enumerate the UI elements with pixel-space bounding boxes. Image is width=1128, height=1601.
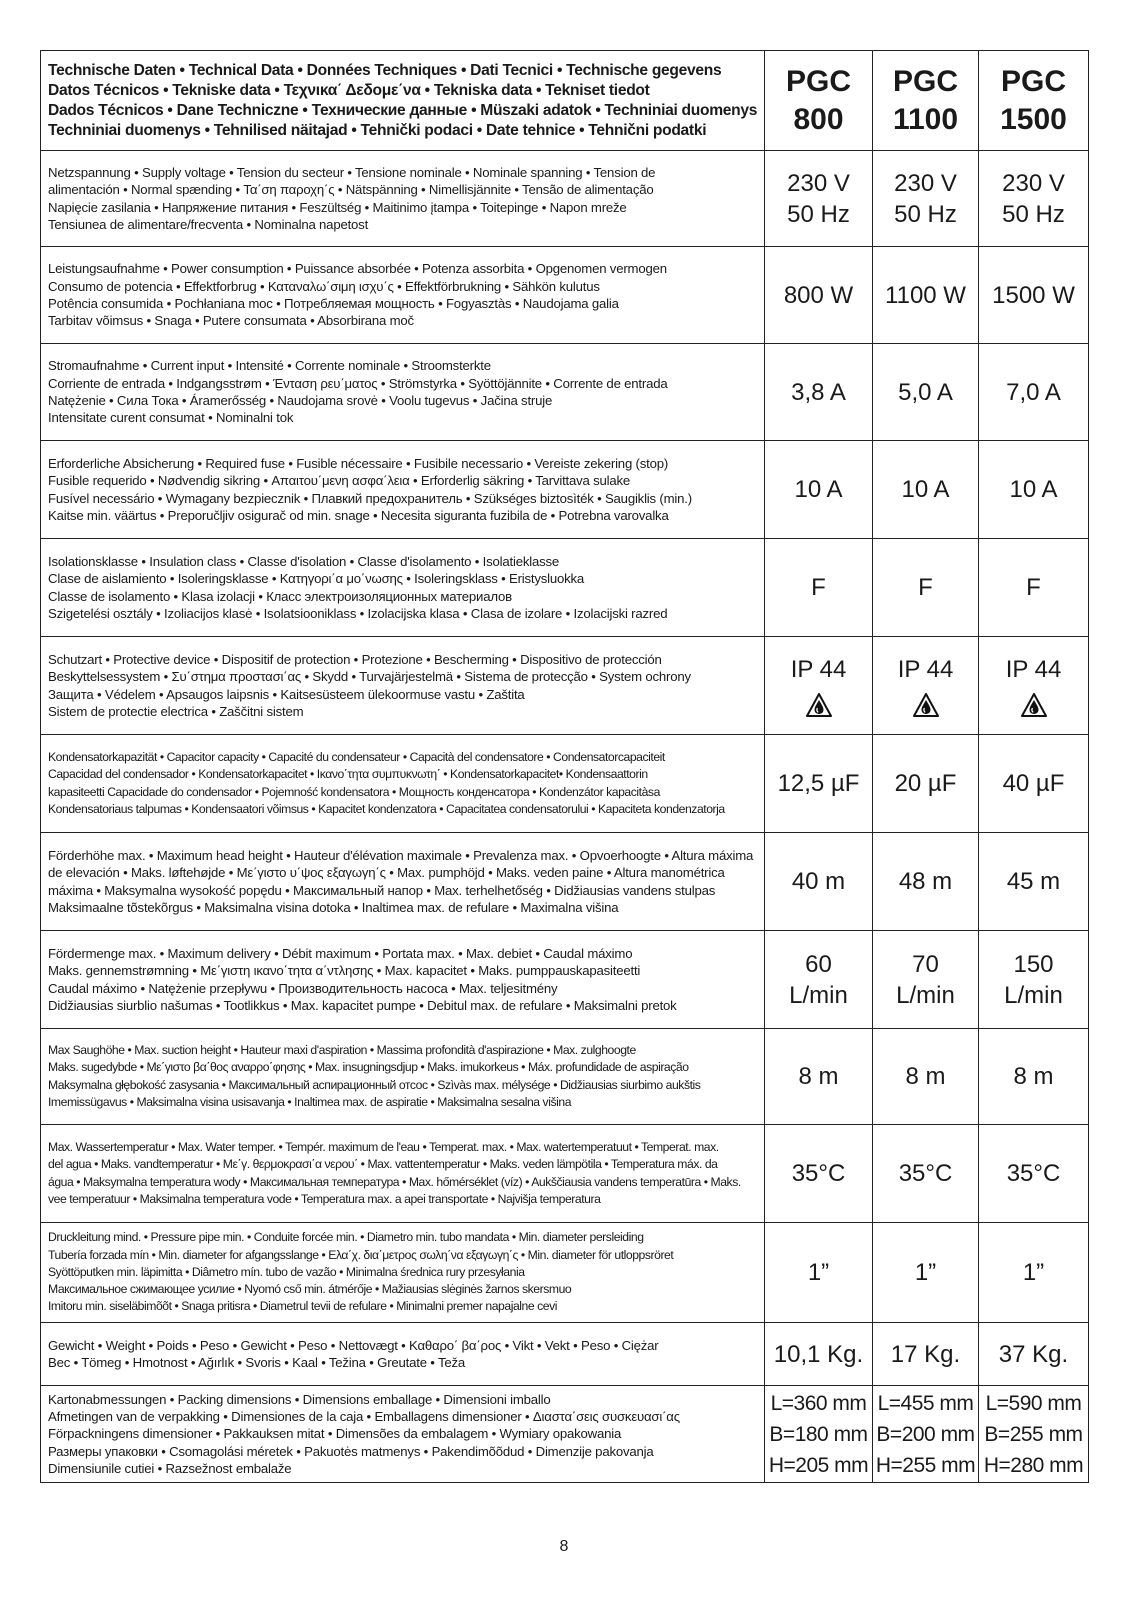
spec-value-line: L/min [789, 981, 848, 1009]
spec-value-max-water-temperature-pgc-1500 [979, 1125, 1089, 1223]
spec-label-line: Максимальное сжимающее усилие • Nyomó cső min. átmérője • Mažiausias slėginės žarnos skersmuo [48, 1282, 572, 1297]
spec-value-current-input-pgc-800 [765, 344, 873, 441]
spec-label-line: máxima • Maksymalna wysokość popędu • Максимальный напор • Max. terhelhetőség • Didžiausias vandens stulpas [48, 882, 716, 898]
spec-label-capacitor-capacity [41, 735, 765, 833]
spec-value-current-input-pgc-1500 [979, 344, 1089, 441]
spec-value-line: H=255 mm [875, 1453, 976, 1477]
technical-data-table [40, 50, 1089, 1483]
spec-label-power-consumption [41, 247, 765, 344]
spec-label-line: Consumo de potencia • Effektforbrug • Καταναλω΄σιμη ισχυ΄ς • Effektförbrukning • Sähkön kulutus [48, 278, 600, 294]
spec-value-line: 230 V [894, 169, 957, 197]
spec-value-line: H=280 mm [983, 1453, 1084, 1477]
spec-label-line: Imemissügavus • Maksimalna visina usisavanja • Inaltimea max. de aspiratie • Maksimalna sesalna višina [48, 1094, 572, 1109]
spec-label-line: Classe de isolamento • Klasa izolacji • Класс электроизоляционных материалов [48, 588, 512, 604]
spec-label-line: Kartonabmessungen • Packing dimensions • Dimensions emballage • Dimensioni imballo [48, 1391, 551, 1407]
spec-value-protective-device-pgc-1100 [873, 637, 979, 735]
spec-row-current-input [41, 344, 1089, 441]
spec-value-line: 50 Hz [1002, 200, 1065, 228]
spec-value-weight-pgc-800 [765, 1323, 873, 1386]
spec-value-line: 10 A [794, 476, 843, 503]
page-number: 8 [559, 1538, 569, 1555]
spec-value-packing-dimensions-pgc-1100 [873, 1386, 979, 1483]
spec-row-max-suction-height [41, 1029, 1089, 1125]
spec-value-line: 5,0 A [898, 378, 953, 406]
spec-label-line: Tarbitav võimsus • Snaga • Putere consumata • Absorbirana moč [48, 313, 414, 329]
spec-value-line: 35°C [791, 1160, 846, 1187]
spec-value-supply-voltage-pgc-1100 [873, 151, 979, 247]
model-heading-pgc-1100: PGC 1100 [873, 51, 979, 151]
spec-label-line: Tubería forzada mín • Min. diameter for afgangsslange • Ελα΄χ. δια΄μετρος σωλη΄να εξαγωγη΄ς • Min. diameter för utloppsröret [48, 1247, 674, 1262]
spec-label-line: Netzspannung • Supply voltage • Tension du secteur • Tensione nominale • Nominale spanning • Tension de [48, 164, 656, 180]
spec-label-line: Размеры упаковки • Csomagolási méretek • Pakuotės matmenys • Pakendimõõdud • Dimenzije pakovanja [48, 1443, 654, 1459]
spec-value-power-consumption-pgc-800 [765, 247, 873, 344]
spec-value-line: 20 µF [894, 770, 957, 797]
spec-value-line: 230 V [1002, 169, 1065, 197]
model-heading-pgc-1500: PGC 1500 [979, 51, 1089, 151]
spec-label-line: Förpackningens dimensioner • Pakkauksen mitat • Dimensões da embalagem • Wymiary opakowania [48, 1426, 622, 1442]
spec-value-line: 35°C [898, 1160, 953, 1187]
spec-label-protective-device [41, 637, 765, 735]
spec-value-line: F [1026, 574, 1041, 601]
spec-value-line: 3,8 A [791, 378, 846, 406]
spec-value-line: B=200 mm [876, 1422, 975, 1446]
drip-warning-icon [913, 693, 939, 717]
spec-label-insulation-class [41, 539, 765, 637]
spec-value-line: L=360 mm [770, 1391, 867, 1415]
spec-value-line: 230 V [787, 169, 850, 197]
spec-label-line: Intensitate curent consumat • Nominalni tok [48, 410, 294, 426]
spec-value-line: IP 44 [897, 656, 954, 683]
spec-label-line: Erforderliche Absicherung • Required fuse • Fusible nécessaire • Fusibile necessario • Vereiste zekering (stop) [48, 455, 669, 471]
spec-label-line: kapasiteetti Capacidade do condensador • Pojemność kondensatora • Мощность конденсатора • Kondenzátor kapacitàsa [48, 784, 660, 799]
spec-label-line: vee temperatuur • Maksimalna temperatura vode • Temperatura max. a apei transportate • Najvišja temperatura [48, 1191, 601, 1206]
spec-value-protective-device-pgc-800 [765, 637, 873, 735]
spec-value-weight-pgc-1100 [873, 1323, 979, 1386]
spec-value-line: 150 [1013, 950, 1054, 978]
spec-row-pressure-pipe-min [41, 1223, 1089, 1323]
spec-row-max-head-height [41, 833, 1089, 931]
spec-value-line: IP 44 [790, 656, 847, 683]
spec-value-pressure-pipe-min-pgc-1500 [979, 1223, 1089, 1323]
spec-value-line: IP 44 [1005, 656, 1062, 683]
spec-value-line: 1” [807, 1259, 830, 1286]
spec-value-max-head-height-pgc-1500 [979, 833, 1089, 931]
spec-label-max-delivery [41, 931, 765, 1029]
spec-row-protective-device [41, 637, 1089, 735]
spec-row-max-water-temperature [41, 1125, 1089, 1223]
spec-label-line: Leistungsaufnahme • Power consumption • Puissance absorbée • Potenza assorbita • Opgenomen vermogen [48, 261, 667, 277]
spec-row-insulation-class [41, 539, 1089, 637]
spec-value-line: 35°C [1006, 1160, 1061, 1187]
spec-value-line: 40 m [791, 868, 846, 895]
spec-row-weight [41, 1323, 1089, 1386]
spec-value-line: 50 Hz [787, 200, 850, 228]
spec-value-insulation-class-pgc-1100 [873, 539, 979, 637]
spec-value-max-head-height-pgc-1100 [873, 833, 979, 931]
spec-label-line: Fusível necessário • Wymagany bezpiecznik • Плавкий предохранитель • Szükséges biztosìték • Saugiklis (min.) [48, 490, 692, 506]
spec-value-line: 7,0 A [1006, 378, 1061, 406]
spec-label-packing-dimensions [41, 1386, 765, 1483]
spec-value-required-fuse-pgc-1500 [979, 441, 1089, 539]
spec-row-supply-voltage [41, 151, 1089, 247]
spec-value-line: 48 m [898, 868, 953, 895]
spec-label-line: Dimensiunile cutiei • Razsežnost embalaže [48, 1460, 292, 1476]
spec-value-capacitor-capacity-pgc-1100 [873, 735, 979, 833]
spec-value-max-suction-height-pgc-800 [765, 1029, 873, 1125]
spec-label-supply-voltage [41, 151, 765, 247]
spec-value-max-head-height-pgc-800 [765, 833, 873, 931]
spec-value-pressure-pipe-min-pgc-1100 [873, 1223, 979, 1323]
spec-value-line: 1” [1022, 1259, 1045, 1286]
spec-label-line: Bec • Tömeg • Hmotnost • Ağırlık • Svoris • Kaal • Težina • Greutate • Teža [48, 1355, 466, 1370]
spec-row-capacitor-capacity [41, 735, 1089, 833]
drip-warning-icon [1021, 693, 1047, 717]
spec-label-current-input [41, 344, 765, 441]
spec-row-power-consumption [41, 247, 1089, 344]
spec-label-line: Imitoru min. siseläbimõõt • Snaga pritisra • Diametrul tevii de refulare • Minimalni premer napajalne cevi [48, 1299, 558, 1314]
spec-value-line: 1500 W [992, 281, 1075, 309]
spec-label-line: Stromaufnahme • Current input • Intensité • Corrente nominale • Stroomsterkte [48, 358, 491, 374]
spec-value-line: 10 A [1009, 476, 1058, 503]
spec-value-supply-voltage-pgc-800 [765, 151, 873, 247]
spec-label-line: Potência consumida • Pochłaniana moc • Потребляемая мощность • Fogyasztàs • Naudojama galia [48, 296, 619, 311]
spec-value-line: L=455 mm [877, 1391, 974, 1415]
spec-label-line: Isolationsklasse • Insulation class • Classe d'isolation • Classe d'isolamento • Isolatieklasse [48, 553, 560, 569]
spec-label-line: Corriente de entrada • Indgangsstrøm • Ένταση ρευ΄ματος • Strömstyrka • Syöttöjännite • Corrente de entrada [48, 375, 668, 391]
spec-value-weight-pgc-1500 [979, 1323, 1089, 1386]
spec-label-line: Fördermenge max. • Maximum delivery • Débit maximum • Portata max. • Max. debiet • Caudal máximo [48, 945, 633, 961]
spec-value-line: 37 Kg. [998, 1340, 1069, 1368]
spec-label-line: Max. Wassertemperatur • Max. Water temper. • Tempér. maximum de l'eau • Temperat. max. • Max. watertemperatuut • Temperat. max. [48, 1139, 719, 1154]
spec-label-line: Napięcie zasilania • Напряжение питания • Feszültség • Maitinimo įtampa • Toitepinge • Napon mreže [48, 199, 627, 215]
spec-value-line: B=180 mm [769, 1422, 868, 1446]
spec-label-line: Afmetingen van de verpakking • Dimensiones de la caja • Emballagens dimensioner • Διαστα΄σεις συσκευασι΄ας [48, 1409, 680, 1425]
spec-label-line: Gewicht • Weight • Poids • Peso • Gewicht • Peso • Nettovægt • Καθαρο΄ βα΄ρος • Vikt • Vekt • Peso • Ciężar [48, 1337, 659, 1353]
spec-label-line: Fusible requerido • Nødvendig sikring • Απαιτου΄μενη ασφα΄λεια • Erforderlig säkring • Tarvittava sulake [48, 473, 631, 489]
spec-value-max-delivery-pgc-1500 [979, 931, 1089, 1029]
spec-label-required-fuse [41, 441, 765, 539]
spec-value-line: 8 m [798, 1063, 839, 1090]
spec-value-capacitor-capacity-pgc-1500 [979, 735, 1089, 833]
spec-value-line: 10,1 Kg. [773, 1340, 864, 1368]
spec-value-line: 8 m [905, 1063, 946, 1090]
spec-value-line: 1” [914, 1259, 937, 1286]
spec-label-line: Beskyttelsessystem • Συ΄στημα προστασι΄ας • Skydd • Turvajärjestelmä • Sistema de protecção • System ochrony [48, 669, 691, 685]
spec-value-line: B=255 mm [984, 1422, 1083, 1446]
spec-label-line: Sistem de protectie electrica • Zaščitni sistem [48, 703, 304, 719]
spec-value-capacitor-capacity-pgc-800 [765, 735, 873, 833]
model-heading-pgc-800: PGC 800 [765, 51, 873, 151]
spec-label-line: Clase de aislamiento • Isoleringsklasse • Κατηγορι΄α μο΄νωσης • Isoleringsklass • Eristysluokka [48, 571, 585, 587]
spec-label-line: Natężenie • Сила Тока • Áramerősség • Naudojama srovė • Voolu tugevus • Jačina struje [48, 393, 553, 408]
spec-value-line: 50 Hz [894, 200, 957, 228]
spec-label-line: Kondensatorkapazität • Capacitor capacity • Capacité du condensateur • Capacità del condensatore • Condensatorcapaciteit [48, 749, 665, 764]
spec-value-protective-device-pgc-1500 [979, 637, 1089, 735]
spec-value-line: 45 m [1006, 868, 1061, 895]
spec-label-line: del agua • Maks. vandtemperatur • Με΄γ. θερμοκρασι΄α νερου΄ • Max. vattentemperatur • Maks. veden lämpötila • Temperatura máx. da [48, 1157, 718, 1172]
spec-row-max-delivery [41, 931, 1089, 1029]
spec-label-line: Schutzart • Protective device • Dispositif de protection • Protezione • Bescherming • Dispositivo de protección [48, 651, 662, 667]
spec-value-max-water-temperature-pgc-1100 [873, 1125, 979, 1223]
spec-value-line: L/min [1004, 981, 1063, 1009]
spec-value-line: F [918, 574, 933, 601]
spec-value-pressure-pipe-min-pgc-800 [765, 1223, 873, 1323]
spec-value-line: 800 W [783, 281, 854, 309]
spec-value-insulation-class-pgc-800 [765, 539, 873, 637]
spec-label-line: Kondensatoriaus talpumas • Kondensaatori võimsus • Kapacitet kondenzatora • Capacitatea condensatorului • Kapaciteta kondenzatorja [48, 801, 725, 816]
spec-value-required-fuse-pgc-1100 [873, 441, 979, 539]
spec-value-line: 1100 W [885, 281, 966, 309]
spec-label-line: Maks. sugedybde • Με΄γιστο βα΄θος αναρρο΄φησης • Max. insugningsdjup • Maks. imukorkeus • Máx. profundidade de aspiração [48, 1060, 689, 1075]
spec-label-line: Förderhöhe max. • Maximum head height • Hauteur d'élévation maximale • Prevalenza max. • Opvoerhoogte • Altura máxima [48, 847, 754, 863]
spec-value-packing-dimensions-pgc-800 [765, 1386, 873, 1483]
spec-value-line: 8 m [1013, 1063, 1054, 1090]
spec-row-required-fuse [41, 441, 1089, 539]
spec-label-max-suction-height [41, 1029, 765, 1125]
spec-label-line: Kaitse min. väärtus • Preporučljiv osigurač od min. snage • Necesita siguranta fuzibila de • Potrebna varovalka [48, 507, 669, 523]
spec-label-line: Tensiunea de alimentare/frecventa • Nominalna napetost [48, 216, 369, 232]
spec-value-packing-dimensions-pgc-1500 [979, 1386, 1089, 1483]
spec-value-line: 70 [912, 950, 939, 978]
spec-label-max-head-height [41, 833, 765, 931]
spec-value-max-delivery-pgc-1100 [873, 931, 979, 1029]
spec-label-max-water-temperature [41, 1125, 765, 1223]
spec-value-insulation-class-pgc-1500 [979, 539, 1089, 637]
spec-label-line: Защита • Védelem • Apsaugos laipsnis • Kaitsesüsteem ülekoormuse vastu • Zaštita [48, 686, 525, 702]
spec-label-line: alimentación • Normal spænding • Τα΄ση παροχη΄ς • Nätspänning • Nimellisjännite • Tensão de alimentação [48, 182, 654, 198]
spec-value-line: 60 [805, 950, 832, 978]
spec-label-line: Maksymalna głębokość zasysania • Максимальный аспирационный отсос • Szìvàs max. mélysége • Didžiausias siurbimo aukštis [48, 1077, 701, 1092]
spec-value-current-input-pgc-1100 [873, 344, 979, 441]
spec-value-line: L/min [896, 981, 955, 1009]
spec-value-max-suction-height-pgc-1500 [979, 1029, 1089, 1125]
spec-value-required-fuse-pgc-800 [765, 441, 873, 539]
spec-label-line: Syöttöputken min. läpimitta • Diâmetro mín. tubo de vazão • Minimalna średnica rury przesyłania [48, 1264, 525, 1279]
spec-label-line: Druckleitung mind. • Pressure pipe min. • Conduite forcée min. • Diametro min. tubo mandata • Min. diameter persleiding [48, 1230, 644, 1245]
spec-value-line: L=590 mm [985, 1391, 1082, 1415]
spec-label-line: Max Saughöhe • Max. suction height • Hauteur maxi d'aspiration • Massima profondità d'aspirazione • Max. zulghoogte [48, 1042, 636, 1057]
table-title: Technische Daten • Technical Data • Données Techniques • Dati Tecnici • Technische gegevens Datos Técnicos • Tekniske data • Τεχνικα΄ Δεδομε΄να • Tekniska data • Tekniset tiedot Dados Técnicos • Dane Techniczne • Технические данные • Müszaki adatok • Techniniai duomenys Techniniai duomenys • Tehnilised näitajad • Tehnički podaci • Date tehnice • Tehnični podatki [41, 51, 765, 151]
spec-label-line: Szigetelési osztály • Izoliacijos klasė • Isolatsiooniklass • Izolacijska klasa • Clasa de izolare • Izolacijski razred [48, 605, 668, 621]
spec-row-packing-dimensions [41, 1386, 1089, 1483]
spec-value-max-suction-height-pgc-1100 [873, 1029, 979, 1125]
spec-value-line: 40 µF [1002, 770, 1065, 797]
spec-value-line: 10 A [901, 476, 950, 503]
spec-value-supply-voltage-pgc-1500 [979, 151, 1089, 247]
spec-value-power-consumption-pgc-1100 [873, 247, 979, 344]
spec-label-line: Didžiausias siurblio našumas • Tootlikkus • Max. kapacitet pumpe • Debitul max. de refulare • Maksimalni pretok [48, 997, 677, 1013]
spec-value-line: H=205 mm [768, 1453, 869, 1477]
spec-label-weight [41, 1323, 765, 1386]
spec-label-line: Caudal máximo • Natężenie przepływu • Производительность насоса • Max. teljesitmény [48, 980, 558, 996]
spec-value-line: 17 Kg. [890, 1340, 961, 1368]
spec-label-line: Maks. gennemstrømning • Με΄γιστη ικανο΄τητα α΄ντλησης • Max. kapacitet • Maks. pumppauskapasiteetti [48, 963, 641, 979]
drip-warning-icon [806, 693, 832, 717]
spec-label-line: Capacidad del condensador • Kondensatorkapacitet • Ικανο΄τητα συμπυκνωτη΄ • Kondensatorkapacitet• Kondensaattorin [48, 767, 648, 782]
spec-value-line: 12,5 µF [777, 770, 860, 797]
spec-label-line: de elevación • Maks. løftehøjde • Με΄γιστο υ΄ψος εξαγωγη΄ς • Max. pumphöjd • Maks. veden paine • Altura manométrica [48, 865, 725, 881]
spec-value-max-water-temperature-pgc-800 [765, 1125, 873, 1223]
spec-label-line: Maksimaalne tõstekõrgus • Maksimalna visina dotoka • Inaltimea max. de refulare • Maximalna višina [48, 899, 619, 915]
spec-value-line: F [811, 574, 826, 601]
header-row [41, 51, 1089, 151]
spec-value-max-delivery-pgc-800 [765, 931, 873, 1029]
spec-label-pressure-pipe-min [41, 1223, 765, 1323]
spec-label-line: água • Maksymalna temperatura wody • Максимальная температура • Max. hőmérséklet (víz) • Aukščiausia vandens temperatūra • Maks. [48, 1174, 741, 1189]
spec-value-power-consumption-pgc-1500 [979, 247, 1089, 344]
